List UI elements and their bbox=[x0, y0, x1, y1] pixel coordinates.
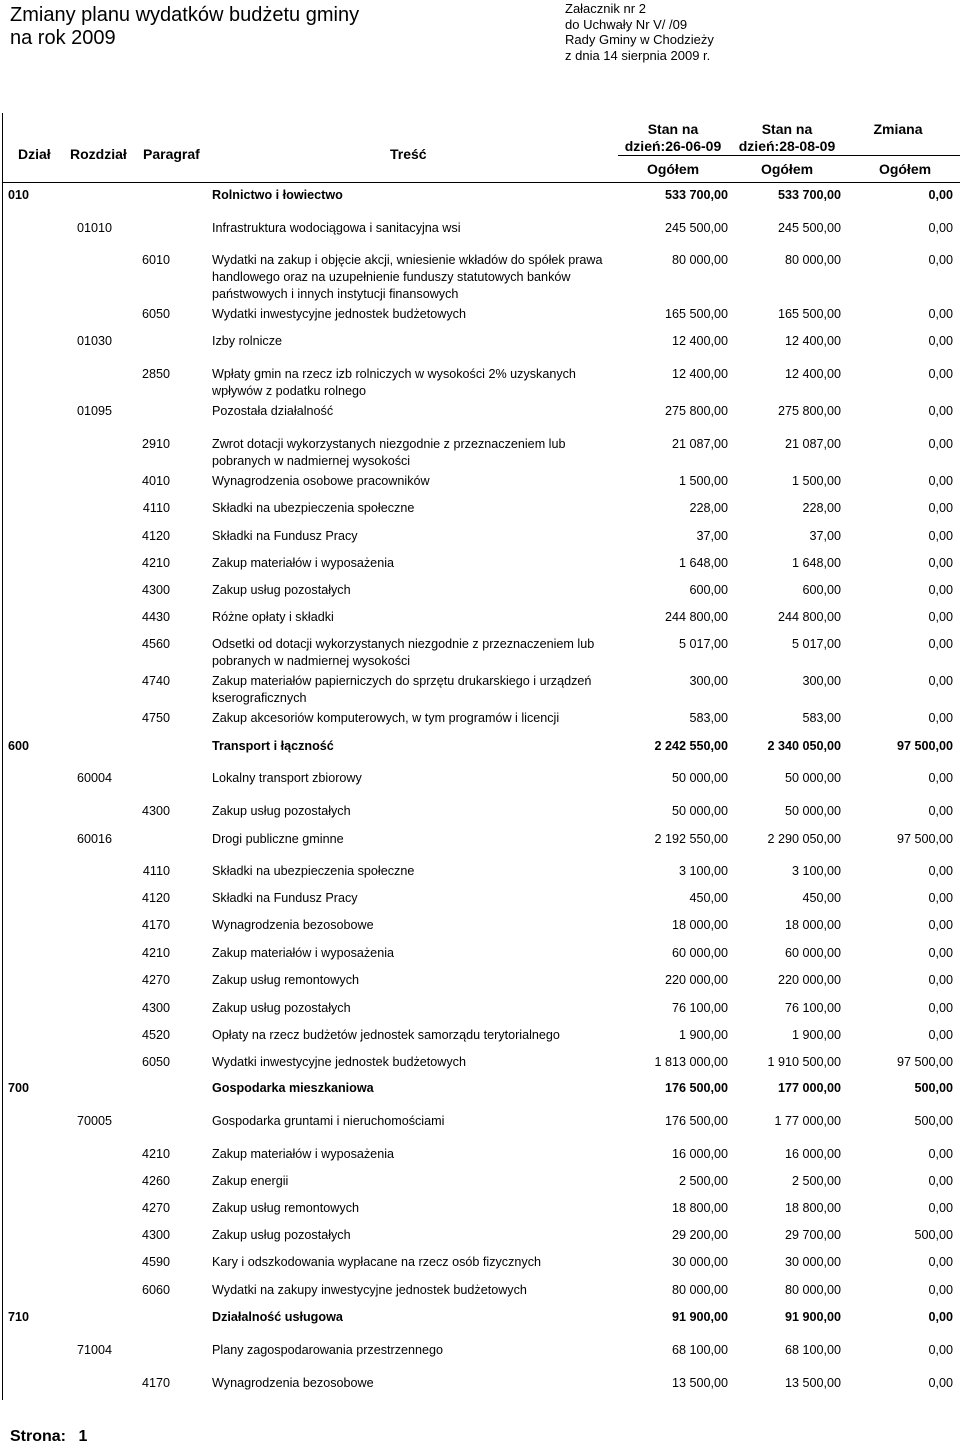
cell-zmiana: 0,00 bbox=[928, 1001, 953, 1015]
cell-paragraf: 4300 bbox=[141, 1001, 170, 1015]
cell-zmiana: 0,00 bbox=[928, 1201, 953, 1215]
cell-paragraf: 4010 bbox=[141, 474, 170, 488]
cell-zmiana: 0,00 bbox=[928, 1343, 953, 1357]
cell-stan-1: 533 700,00 bbox=[664, 188, 728, 202]
cell-stan-1: 30 000,00 bbox=[671, 1255, 728, 1269]
cell-zmiana: 0,00 bbox=[928, 637, 953, 651]
document-title bbox=[10, 4, 359, 50]
cell-paragraf: 4300 bbox=[141, 583, 170, 597]
cell-stan-2: 50 000,00 bbox=[784, 804, 841, 818]
cell-stan-1: 600,00 bbox=[689, 583, 728, 597]
page-footer bbox=[10, 1428, 87, 1446]
cell-stan-2: 2 340 050,00 bbox=[767, 739, 841, 753]
header-divider bbox=[618, 155, 960, 156]
cell-zmiana: 0,00 bbox=[928, 556, 953, 570]
col-header-stan2 bbox=[730, 121, 844, 155]
cell-tresc: Rolnictwo i łowiectwo bbox=[212, 188, 343, 202]
cell-stan-1: 176 500,00 bbox=[664, 1114, 728, 1128]
cell-tresc: Zakup energii bbox=[212, 1174, 289, 1188]
cell-zmiana: 0,00 bbox=[928, 1147, 953, 1161]
cell-paragraf: 2850 bbox=[141, 367, 170, 381]
table-left-border bbox=[2, 113, 3, 1400]
cell-tresc: Zwrot dotacji wykorzystanych niezgodnie z przeznaczeniem lub pobranych w nadmiernej wysokości bbox=[212, 437, 566, 468]
cell-stan-1: 300,00 bbox=[689, 674, 728, 688]
cell-stan-1: 220 000,00 bbox=[664, 973, 728, 987]
cell-zmiana: 0,00 bbox=[928, 583, 953, 597]
cell-paragraf: 4270 bbox=[141, 1201, 170, 1215]
cell-tresc: Różne opłaty i składki bbox=[212, 610, 334, 624]
cell-rozdzial: 01095 bbox=[76, 404, 112, 418]
cell-tresc: Składki na Fundusz Pracy bbox=[212, 529, 358, 543]
cell-zmiana: 0,00 bbox=[928, 891, 953, 905]
cell-dzial: 600 bbox=[8, 739, 30, 753]
annex-line: z dnia 14 sierpnia 2009 r. bbox=[565, 47, 711, 63]
cell-zmiana: 0,00 bbox=[928, 610, 953, 624]
cell-zmiana: 0,00 bbox=[928, 529, 953, 543]
cell-zmiana: 0,00 bbox=[928, 501, 953, 515]
title-line-1: Zmiany planu wydatków budżetu gminy bbox=[10, 4, 360, 26]
cell-stan-2: 16 000,00 bbox=[784, 1147, 841, 1161]
cell-tresc: Gospodarka gruntami i nieruchomościami bbox=[212, 1114, 445, 1128]
cell-tresc: Działalność usługowa bbox=[212, 1310, 343, 1324]
cell-paragraf: 6050 bbox=[141, 1055, 170, 1069]
cell-stan-1: 245 500,00 bbox=[664, 221, 728, 235]
cell-stan-2: 80 000,00 bbox=[784, 1283, 841, 1297]
cell-zmiana: 97 500,00 bbox=[896, 832, 953, 846]
cell-tresc: Składki na ubezpieczenia społeczne bbox=[212, 501, 415, 515]
cell-paragraf: 2910 bbox=[141, 437, 170, 451]
cell-tresc: Zakup materiałów i wyposażenia bbox=[212, 1147, 394, 1161]
cell-stan-2: 533 700,00 bbox=[777, 188, 841, 202]
cell-zmiana: 0,00 bbox=[928, 474, 953, 488]
cell-paragraf: 4590 bbox=[141, 1255, 170, 1269]
cell-tresc: Wydatki na zakup i objęcie akcji, wniesienie wkładów do spółek prawa handlowego oraz na uzupełnienie funduszy statutowych banków państwowych i innych instytucji finansowych bbox=[212, 253, 603, 301]
cell-paragraf: 4260 bbox=[141, 1174, 170, 1188]
cell-paragraf: 4120 bbox=[141, 891, 170, 905]
cell-zmiana: 0,00 bbox=[928, 1255, 953, 1269]
cell-stan-1: 2 242 550,00 bbox=[654, 739, 728, 753]
cell-stan-2: 244 800,00 bbox=[777, 610, 841, 624]
cell-zmiana: 0,00 bbox=[928, 946, 953, 960]
cell-stan-2: 600,00 bbox=[802, 583, 841, 597]
cell-stan-1: 60 000,00 bbox=[671, 946, 728, 960]
cell-paragraf: 4210 bbox=[141, 1147, 170, 1161]
cell-paragraf: 4560 bbox=[141, 637, 170, 651]
cell-tresc: Wydatki inwestycyjne jednostek budżetowych bbox=[212, 307, 466, 321]
col-header-zmiana: Zmiana bbox=[873, 121, 923, 137]
annex-note bbox=[565, 1, 714, 63]
cell-stan-1: 68 100,00 bbox=[671, 1343, 728, 1357]
cell-zmiana: 97 500,00 bbox=[896, 739, 953, 753]
cell-zmiana: 0,00 bbox=[928, 771, 953, 785]
cell-tresc: Gospodarka mieszkaniowa bbox=[212, 1081, 374, 1095]
cell-dzial: 710 bbox=[8, 1310, 30, 1324]
cell-tresc: Drogi publiczne gminne bbox=[212, 832, 344, 846]
cell-paragraf: 4110 bbox=[142, 864, 170, 878]
page-number: 1 bbox=[78, 1428, 88, 1445]
cell-zmiana: 0,00 bbox=[928, 1310, 953, 1324]
cell-stan-1: 1 648,00 bbox=[678, 556, 728, 570]
cell-tresc: Zakup usług pozostałych bbox=[212, 1001, 351, 1015]
cell-stan-2: 18 000,00 bbox=[784, 918, 841, 932]
cell-zmiana: 0,00 bbox=[928, 711, 953, 725]
cell-zmiana: 500,00 bbox=[914, 1228, 953, 1242]
cell-tresc: Kary i odszkodowania wypłacane na rzecz osób fizycznych bbox=[212, 1255, 541, 1269]
col-header-ogolem-3: Ogółem bbox=[878, 161, 932, 177]
cell-stan-1: 275 800,00 bbox=[664, 404, 728, 418]
cell-rozdzial: 01010 bbox=[76, 221, 112, 235]
cell-paragraf: 4170 bbox=[141, 1376, 170, 1390]
cell-stan-2: 1 648,00 bbox=[791, 556, 841, 570]
cell-tresc: Zakup usług pozostałych bbox=[212, 583, 351, 597]
cell-paragraf: 4520 bbox=[141, 1028, 170, 1042]
cell-stan-2: 245 500,00 bbox=[777, 221, 841, 235]
cell-stan-2: 1 77 000,00 bbox=[774, 1114, 841, 1128]
cell-tresc: Zakup materiałów papierniczych do sprzętu drukarskiego i urządzeń kserograficznych bbox=[212, 674, 592, 705]
col-header-stan1-line1: Stan na bbox=[647, 121, 699, 137]
cell-stan-1: 5 017,00 bbox=[678, 637, 728, 651]
cell-stan-2: 13 500,00 bbox=[784, 1376, 841, 1390]
cell-stan-2: 1 900,00 bbox=[791, 1028, 841, 1042]
cell-stan-1: 176 500,00 bbox=[664, 1081, 728, 1095]
cell-stan-1: 244 800,00 bbox=[664, 610, 728, 624]
cell-tresc: Odsetki od dotacji wykorzystanych niezgodnie z przeznaczeniem lub pobranych w nadmiernej wysokości bbox=[212, 637, 595, 668]
cell-stan-2: 76 100,00 bbox=[784, 1001, 841, 1015]
header-bottom-line bbox=[2, 182, 960, 183]
cell-stan-2: 1 910 500,00 bbox=[767, 1055, 841, 1069]
cell-zmiana: 500,00 bbox=[914, 1081, 953, 1095]
cell-tresc: Wydatki na zakupy inwestycyjne jednostek budżetowych bbox=[212, 1283, 527, 1297]
cell-dzial: 010 bbox=[8, 188, 30, 202]
cell-paragraf: 4300 bbox=[141, 1228, 170, 1242]
cell-tresc: Plany zagospodarowania przestrzennego bbox=[212, 1343, 444, 1357]
cell-stan-1: 76 100,00 bbox=[671, 1001, 728, 1015]
cell-stan-2: 300,00 bbox=[802, 674, 841, 688]
cell-stan-1: 1 500,00 bbox=[678, 474, 728, 488]
cell-stan-2: 37,00 bbox=[809, 529, 841, 543]
cell-paragraf: 4270 bbox=[141, 973, 170, 987]
annex-line: Rady Gminy w Chodzieży bbox=[565, 32, 714, 47]
cell-stan-2: 50 000,00 bbox=[784, 771, 841, 785]
col-header-rozdzial: Rozdział bbox=[70, 146, 127, 162]
annex-line: Załacznik nr 2 bbox=[565, 1, 646, 16]
cell-tresc: Zakup usług pozostałych bbox=[212, 804, 351, 818]
cell-zmiana: 0,00 bbox=[928, 188, 953, 202]
cell-zmiana: 0,00 bbox=[928, 674, 953, 688]
col-header-ogolem-2: Ogółem bbox=[760, 161, 814, 177]
cell-zmiana: 0,00 bbox=[928, 973, 953, 987]
cell-zmiana: 500,00 bbox=[914, 1114, 953, 1128]
cell-stan-2: 91 900,00 bbox=[784, 1310, 841, 1324]
cell-tresc: Składki na ubezpieczenia społeczne bbox=[212, 864, 415, 878]
cell-paragraf: 6010 bbox=[141, 253, 170, 267]
cell-zmiana: 0,00 bbox=[928, 804, 953, 818]
cell-tresc: Wydatki inwestycyjne jednostek budżetowych bbox=[212, 1055, 466, 1069]
cell-tresc: Zakup materiałów i wyposażenia bbox=[212, 556, 394, 570]
cell-rozdzial: 60016 bbox=[76, 832, 112, 846]
cell-stan-1: 29 200,00 bbox=[671, 1228, 728, 1242]
cell-stan-2: 21 087,00 bbox=[784, 437, 841, 451]
cell-stan-1: 21 087,00 bbox=[671, 437, 728, 451]
cell-zmiana: 0,00 bbox=[928, 307, 953, 321]
cell-stan-1: 2 500,00 bbox=[678, 1174, 728, 1188]
col-header-stan2-line1: Stan na bbox=[761, 121, 813, 137]
cell-paragraf: 4120 bbox=[141, 529, 170, 543]
cell-stan-2: 3 100,00 bbox=[791, 864, 841, 878]
cell-tresc: Wynagrodzenia bezosobowe bbox=[212, 918, 374, 932]
cell-stan-1: 165 500,00 bbox=[664, 307, 728, 321]
cell-stan-2: 12 400,00 bbox=[784, 334, 841, 348]
cell-tresc: Pozostała działalność bbox=[212, 404, 334, 418]
cell-paragraf: 4110 bbox=[142, 501, 170, 515]
cell-paragraf: 4740 bbox=[141, 674, 170, 688]
cell-zmiana: 0,00 bbox=[928, 1174, 953, 1188]
cell-tresc: Transport i łączność bbox=[212, 739, 334, 753]
cell-stan-1: 228,00 bbox=[689, 501, 728, 515]
cell-stan-1: 80 000,00 bbox=[671, 253, 728, 267]
cell-tresc: Wynagrodzenia osobowe pracowników bbox=[212, 474, 430, 488]
col-header-stan1-line2: dzień:26-06-09 bbox=[624, 138, 722, 154]
cell-stan-1: 12 400,00 bbox=[671, 334, 728, 348]
cell-stan-1: 13 500,00 bbox=[671, 1376, 728, 1390]
cell-rozdzial: 71004 bbox=[76, 1343, 112, 1357]
col-header-stan2-line2: dzień:28-08-09 bbox=[738, 138, 836, 154]
cell-stan-2: 29 700,00 bbox=[784, 1228, 841, 1242]
col-header-stan1 bbox=[618, 121, 728, 155]
cell-paragraf: 4210 bbox=[141, 946, 170, 960]
cell-stan-1: 1 900,00 bbox=[678, 1028, 728, 1042]
cell-stan-2: 450,00 bbox=[802, 891, 841, 905]
cell-zmiana: 0,00 bbox=[928, 334, 953, 348]
cell-paragraf: 4170 bbox=[141, 918, 170, 932]
cell-stan-1: 91 900,00 bbox=[671, 1310, 728, 1324]
cell-stan-2: 2 500,00 bbox=[791, 1174, 841, 1188]
cell-tresc: Infrastruktura wodociągowa i sanitacyjna wsi bbox=[212, 221, 461, 235]
cell-stan-1: 450,00 bbox=[689, 891, 728, 905]
cell-stan-2: 1 500,00 bbox=[791, 474, 841, 488]
cell-stan-2: 12 400,00 bbox=[784, 367, 841, 381]
cell-paragraf: 4210 bbox=[141, 556, 170, 570]
cell-tresc: Zakup materiałów i wyposażenia bbox=[212, 946, 394, 960]
cell-zmiana: 0,00 bbox=[928, 367, 953, 381]
cell-stan-1: 50 000,00 bbox=[671, 804, 728, 818]
cell-tresc: Zakup usług remontowych bbox=[212, 1201, 359, 1215]
cell-stan-1: 18 000,00 bbox=[671, 918, 728, 932]
cell-stan-2: 220 000,00 bbox=[777, 973, 841, 987]
cell-stan-2: 18 800,00 bbox=[784, 1201, 841, 1215]
cell-stan-2: 583,00 bbox=[802, 711, 841, 725]
cell-zmiana: 0,00 bbox=[928, 221, 953, 235]
cell-stan-2: 30 000,00 bbox=[784, 1255, 841, 1269]
cell-zmiana: 0,00 bbox=[928, 864, 953, 878]
cell-stan-1: 2 192 550,00 bbox=[654, 832, 728, 846]
cell-tresc: Wynagrodzenia bezosobowe bbox=[212, 1376, 374, 1390]
cell-stan-2: 68 100,00 bbox=[784, 1343, 841, 1357]
cell-rozdzial: 70005 bbox=[76, 1114, 112, 1128]
cell-stan-1: 18 800,00 bbox=[671, 1201, 728, 1215]
cell-dzial: 700 bbox=[8, 1081, 30, 1095]
cell-zmiana: 0,00 bbox=[928, 253, 953, 267]
cell-zmiana: 97 500,00 bbox=[896, 1055, 953, 1069]
cell-stan-1: 583,00 bbox=[689, 711, 728, 725]
cell-stan-1: 80 000,00 bbox=[671, 1283, 728, 1297]
cell-stan-2: 80 000,00 bbox=[784, 253, 841, 267]
cell-paragraf: 6050 bbox=[141, 307, 170, 321]
cell-tresc: Zakup usług remontowych bbox=[212, 973, 359, 987]
cell-zmiana: 0,00 bbox=[928, 1376, 953, 1390]
cell-zmiana: 0,00 bbox=[928, 1028, 953, 1042]
cell-zmiana: 0,00 bbox=[928, 1283, 953, 1297]
annex-line: do Uchwały Nr V/ /09 bbox=[565, 16, 688, 32]
cell-stan-2: 228,00 bbox=[802, 501, 841, 515]
cell-stan-2: 2 290 050,00 bbox=[767, 832, 841, 846]
cell-stan-2: 60 000,00 bbox=[784, 946, 841, 960]
col-header-tresc: Treść bbox=[390, 146, 427, 162]
cell-rozdzial: 01030 bbox=[76, 334, 112, 348]
cell-tresc: Zakup usług pozostałych bbox=[212, 1228, 351, 1242]
cell-zmiana: 0,00 bbox=[928, 918, 953, 932]
col-header-paragraf: Paragraf bbox=[143, 146, 200, 162]
cell-tresc: Zakup akcesoriów komputerowych, w tym programów i licencji bbox=[212, 711, 560, 725]
cell-rozdzial: 60004 bbox=[76, 771, 112, 785]
cell-tresc: Opłaty na rzecz budżetów jednostek samorządu terytorialnego bbox=[212, 1028, 560, 1042]
cell-paragraf: 4300 bbox=[141, 804, 170, 818]
cell-zmiana: 0,00 bbox=[928, 404, 953, 418]
cell-paragraf: 6060 bbox=[141, 1283, 170, 1297]
cell-tresc: Lokalny transport zbiorowy bbox=[212, 771, 362, 785]
cell-stan-2: 275 800,00 bbox=[777, 404, 841, 418]
cell-zmiana: 0,00 bbox=[928, 437, 953, 451]
col-header-ogolem-1: Ogółem bbox=[646, 161, 700, 177]
cell-stan-1: 12 400,00 bbox=[671, 367, 728, 381]
col-header-dzial: Dział bbox=[18, 146, 51, 162]
cell-stan-1: 1 813 000,00 bbox=[654, 1055, 728, 1069]
cell-stan-1: 37,00 bbox=[696, 529, 728, 543]
cell-stan-2: 165 500,00 bbox=[777, 307, 841, 321]
cell-stan-1: 16 000,00 bbox=[671, 1147, 728, 1161]
cell-tresc: Wpłaty gmin na rzecz izb rolniczych w wysokości 2% uzyskanych wpływów z podatku rolnego bbox=[212, 367, 576, 398]
cell-stan-2: 177 000,00 bbox=[777, 1081, 841, 1095]
cell-stan-2: 5 017,00 bbox=[791, 637, 841, 651]
page-label: Strona: bbox=[10, 1428, 66, 1445]
cell-stan-1: 50 000,00 bbox=[671, 771, 728, 785]
cell-tresc: Składki na Fundusz Pracy bbox=[212, 891, 358, 905]
title-line-2: na rok 2009 bbox=[10, 27, 116, 49]
cell-paragraf: 4750 bbox=[141, 711, 170, 725]
cell-stan-1: 3 100,00 bbox=[678, 864, 728, 878]
cell-tresc: Izby rolnicze bbox=[212, 334, 282, 348]
cell-paragraf: 4430 bbox=[141, 610, 170, 624]
